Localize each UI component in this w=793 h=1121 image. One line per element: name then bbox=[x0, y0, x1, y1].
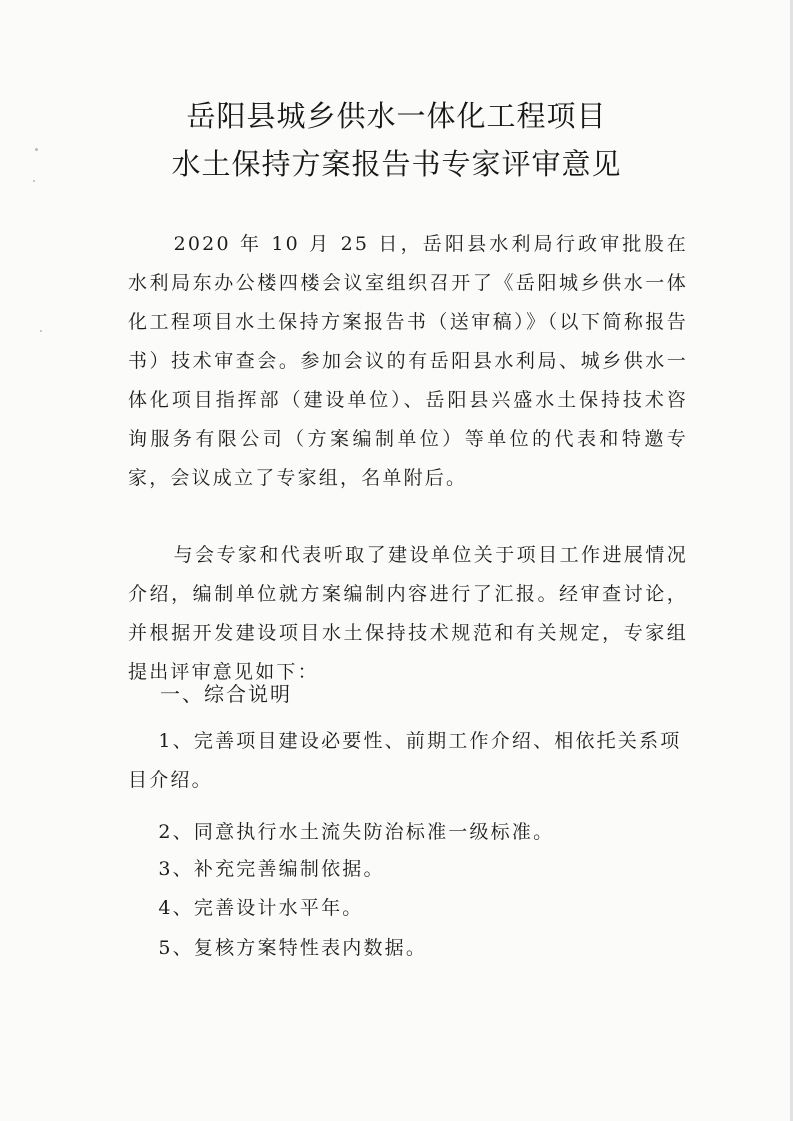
opinion-item-1: 1、完善项目建设必要性、前期工作介绍、相依托关系项目介绍。 bbox=[128, 730, 682, 791]
scan-speck bbox=[40, 330, 42, 332]
paragraph-review-process: 与会专家和代表听取了建设单位关于项目工作进展情况介绍，编制单位就方案编制内容进行了汇报。经审查讨论，并根据开发建设项目水土保持技术规范和有关规定，专家组提出评审意见如下： bbox=[128, 544, 688, 683]
document-title-line-2: 水土保持方案报告书专家评审意见 bbox=[171, 147, 622, 181]
opinion-item-4: 4、完善设计水平年。 bbox=[158, 897, 364, 919]
document-title-line-1: 岳阳县城乡供水一体化工程项目 bbox=[186, 99, 607, 133]
opinion-item-5: 5、复核方案特性表内数据。 bbox=[158, 937, 428, 959]
paragraph-meeting-info: 2020 年 10 月 25 日，岳阳县水利局行政审批股在水利局东办公楼四楼会议室组织召开了《岳阳城乡供水一体化工程项目水土保持方案报告书（送审稿）》（以下简称报告书）技术审查会。参加会议的有岳阳县水利局、城乡供水一体化项目指挥部（建设单位）、岳阳县兴盛水土保持技术咨询服务有限公司（方案编制单位）等单位的代表和特邀专家，会议成立了专家组，名单附后。 bbox=[128, 233, 688, 489]
opinion-item-3: 3、补充完善编制依据。 bbox=[158, 858, 385, 880]
opinion-item-2: 2、同意执行水土流失防治标准一级标准。 bbox=[158, 821, 555, 843]
section-heading-general: 一、综合说明 bbox=[160, 682, 292, 706]
